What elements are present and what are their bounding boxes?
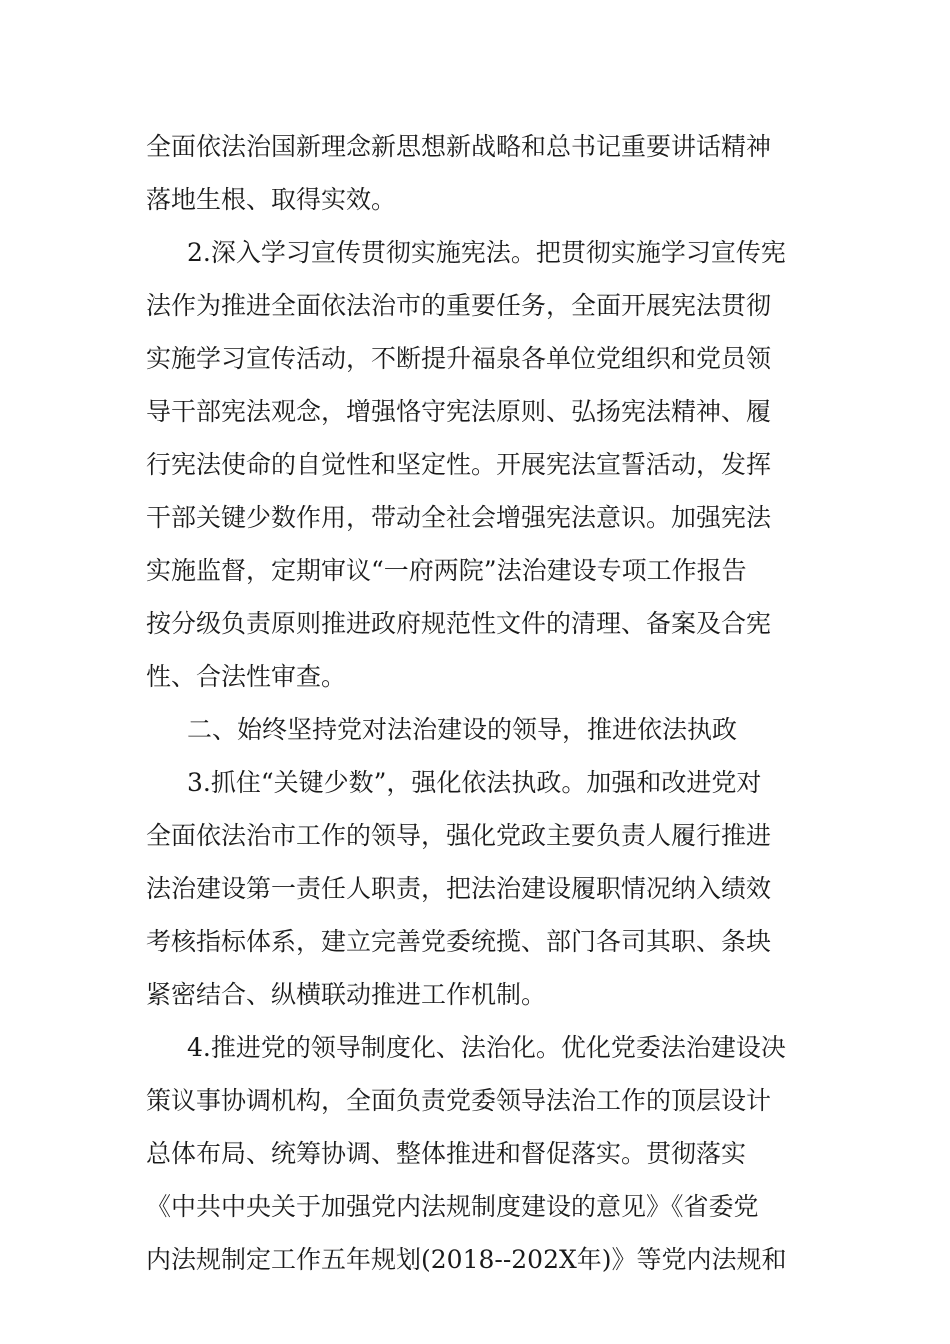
text-line-4: 法作为推进全面依法治市的重要任务，全面开展宪法贯彻 [146,291,772,320]
text-line-7: 行宪法使命的自觉性和坚定性。开展宪法宣誓活动，发挥 [146,450,772,479]
section-4-heading: 4.推进党的领导制度化、法治化。优化党委法治建设决 [187,1033,786,1062]
text-line-8: 干部关键少数作用，带动全社会增强宪法意识。加强宪法 [146,503,772,532]
text-line-16: 考核指标体系，建立完善党委统揽、部门各司其职、条块 [146,927,772,956]
text-line-22: 内法规制定工作五年规划(2018--202X年)》等党内法规和 [146,1245,787,1274]
text-line-17: 紧密结合、纵横联动推进工作机制。 [146,980,547,1009]
text-line-20: 总体布局、统筹协调、整体推进和督促落实。贯彻落实 [146,1139,747,1168]
section-2-heading: 2.深入学习宣传贯彻实施宪法。把贯彻实施学习宣传宪 [187,238,786,267]
text-line-19: 策议事协调机构，全面负责党委领导法治工作的顶层设计 [146,1086,772,1115]
text-line-2: 落地生根、取得实效。 [146,185,397,214]
text-line-6: 导干部宪法观念，增强恪守宪法原则、弘扬宪法精神、履 [146,397,772,426]
text-line-14: 全面依法治市工作的领导，强化党政主要负责人履行推进 [146,821,772,850]
text-line-15: 法治建设第一责任人职责，把法治建设履职情况纳入绩效 [146,874,772,903]
text-line-9: 实施监督，定期审议“一府两院”法治建设专项工作报告 [146,556,747,585]
chapter-2-heading: 二、始终坚持党对法治建设的领导，推进依法执政 [187,715,738,744]
text-line-11: 性、合法性审查。 [146,662,347,691]
text-line-21: 《中共中央关于加强党内法规制度建设的意见》《省委党 [146,1192,759,1221]
text-line-10: 按分级负责原则推进政府规范性文件的清理、备案及合宪 [146,609,772,638]
section-3-heading: 3.抓住“关键少数”，强化依法执政。加强和改进党对 [187,768,762,797]
text-line-5: 实施学习宣传活动，不断提升福泉各单位党组织和党员领 [146,344,772,373]
text-line-1: 全面依法治国新理念新思想新战略和总书记重要讲话精神 [146,132,772,161]
